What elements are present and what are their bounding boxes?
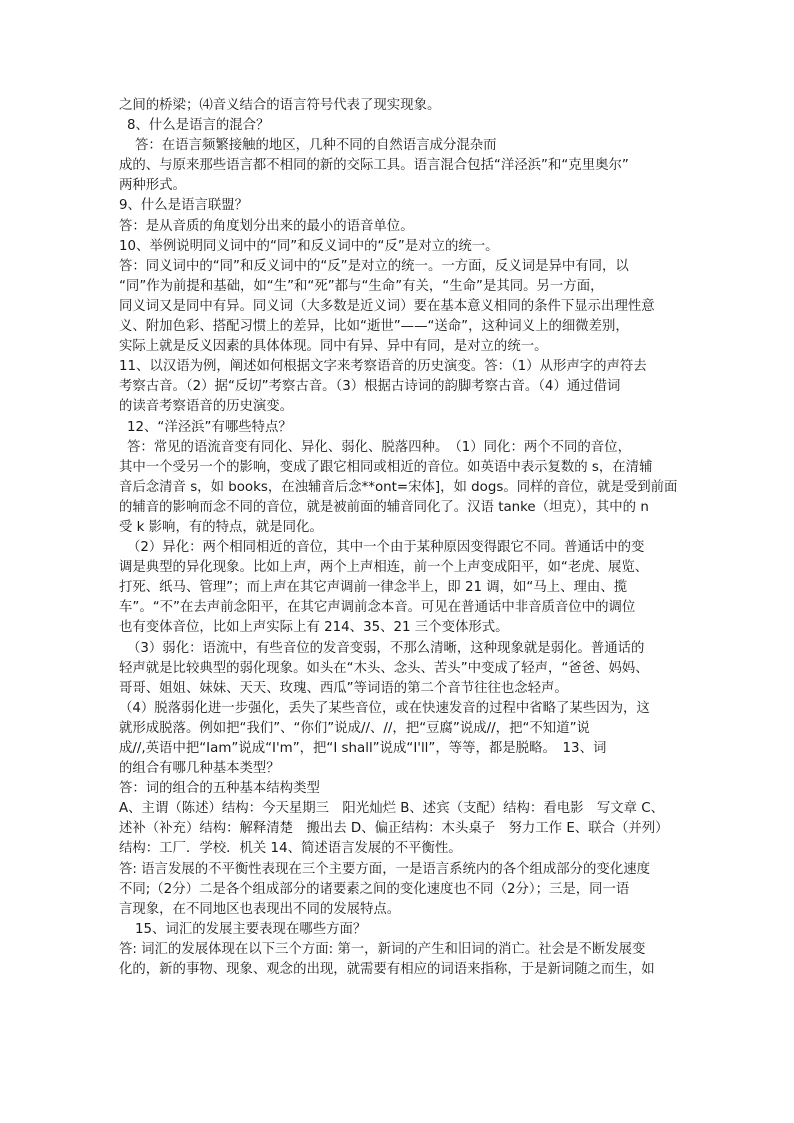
text-line: 之间的桥梁；⑷音义结合的语言符号代表了现实现象。 (119, 98, 441, 113)
text-line: 的辅音的影响而念不同的音位，就是被前面的辅音同化了。汉语 tanke（坦克），其中的 n (119, 499, 649, 515)
text-line: 答：在语言频繁接触的地区，几种不同的自然语言成分混杂而 (135, 138, 497, 154)
text-line: 义、附加色彩、搭配习惯上的差异，比如“逝世”——“送命”，这种词义上的细微差别， (119, 319, 629, 335)
text-line: 15、词汇的发展主要表现在哪些方面？ (135, 921, 367, 937)
text-line: 11、以汉语为例，阐述如何根据文字来考察语音的历史演变。答：（1）从形声字的声符去 (119, 359, 647, 375)
text-line: 答: 语言发展的不平衡性表现在三个主要方面，一是语言系统内的各个组成部分的变化速度 (119, 861, 650, 877)
text-line: 调是典型的异化现象。比如上声，两个上声相连，前一个上声变成阳平，如“老虎、展览、 (119, 560, 649, 576)
text-line: 成的、与原来那些语言都不相同的新的交际工具。语言混合包括“洋泾浜”和“克里奥尔” (119, 158, 629, 174)
text-line: 10、举例说明同义词中的“同”和反义词中的“反”是对立的统一。 (119, 238, 499, 254)
text-line: “同”作为前提和基础，如“生”和“死”都与“生命”有关，“生命”是其同。另一方面， (119, 278, 604, 294)
text-line: 车”。“不”在去声前念阳平，在其它声调前念本音。可见在普通话中非音质音位中的调位 (119, 600, 636, 616)
text-line: 打死、纸马、管理”；而上声在其它声调前一律念半上，即 21 调，如“马上、理由、揽 (119, 580, 628, 596)
text-line: 哥哥、姐姐、妹妹、天天、玫瑰、西瓜”等词语的第二个音节往往也念轻声。 (119, 680, 568, 696)
text-line: 同义词又是同中有异。同义词（大多数是近义词）要在基本意义相同的条件下显示出理性意 (119, 298, 655, 314)
text-line: 言现象，在不同地区也表现出不同的发展特点。 (119, 901, 401, 917)
text-line: 9、什么是语言联盟？ (119, 198, 249, 214)
text-line: 考察古音。（2）据“反切”考察古音。（3）根据古诗词的韵脚考察古音。（4）通过借词 (119, 379, 621, 395)
text-line: 音后念清音 s，如 books，在浊辅音后念**ont=宋体]，如 dogs。同样的音位，就是受到前面 (119, 479, 678, 495)
text-line: 答：同义词中的“同”和反义词中的“反”是对立的统一。一方面，反义词是异中有同，以 (119, 258, 629, 274)
text-line: 述补（补充）结构：解释清楚 搬出去 D、偏正结构：木头桌子 努力工作 E、联合（并列） (119, 821, 669, 837)
text-line: 答：词的组合的五种基本结构类型 (119, 781, 320, 797)
text-line: 成//,英语中把“Iam”说成“I'm”，把“I shall”说成“I'll”，等等，都是脱略。 13、词 (119, 741, 607, 756)
text-line: 其中一个受另一个的影响，变成了跟它相同或相近的音位。如英语中表示复数的 s，在清辅 (119, 459, 653, 475)
text-line: （2）异化：两个相同相近的音位，其中一个由于某种原因变得跟它不同。普通话中的变 (127, 540, 645, 556)
text-line: 12、“洋泾浜”有哪些特点？ (127, 419, 292, 435)
text-line: 受 k 影响，有的特点，就是同化。 (119, 519, 323, 535)
document-page (119, 96, 681, 980)
text-line: （4）脱落弱化进一步强化，丢失了某些音位，或在快速发音的过程中省略了某些因为，这 (119, 700, 650, 716)
text-line: 就形成脱落。例如把“我们”、“你们”说成//、//，把“豆腐”说成//，把“不知道”说 (119, 720, 590, 736)
text-line: 不同;（2分）二是各个组成部分的诸要素之间的变化速度也不同（2分）；三是，同一语 (119, 881, 630, 897)
text-line: （3）弱化：语流中，有些音位的发音变弱，不那么清晰，这种现象就是弱化。普通话的 (127, 640, 645, 656)
text-line: 的组合有哪几种基本类型？ (119, 761, 280, 777)
text-line: 两种形式。 (119, 178, 186, 194)
text-line: 的读音考察语音的历史演变。 (119, 399, 294, 415)
text-line: A、主谓（陈述）结构：今天星期三 阳光灿烂 B、述宾（支配）结构：看电影 写文章 C、 (119, 801, 665, 817)
text-line: 实际上就是反义因素的具体体现。同中有异、异中有同，是对立的统一。 (119, 339, 548, 355)
text-line: 化的，新的事物、现象、观念的出现，就需要有相应的词语来指称，于是新词随之而生，如 (119, 962, 655, 978)
text-line: 结构：工厂．学校．机关 14、简述语言发展的不平衡性。 (119, 841, 462, 857)
text-line: 答：是从音质的角度划分出来的最小的语音单位。 (119, 218, 414, 234)
text-line: 也有变体音位，比如上声实际上有 214、35、21 三个变体形式。 (119, 620, 509, 636)
text-line: 答: 词汇的发展体现在以下三个方面: 第一，新词的产生和旧词的消亡。社会是不断发展变 (119, 941, 646, 957)
text-line: 8、什么是语言的混合？ (127, 118, 270, 134)
text-line: 轻声就是比较典型的弱化现象。如头在“木头、念头、苦头”中变成了轻声，“爸爸、妈妈、 (119, 660, 649, 676)
text-line: 答：常见的语流音变有同化、异化、弱化、脱落四种。 （1）同化：两个不同的音位， (127, 439, 631, 455)
